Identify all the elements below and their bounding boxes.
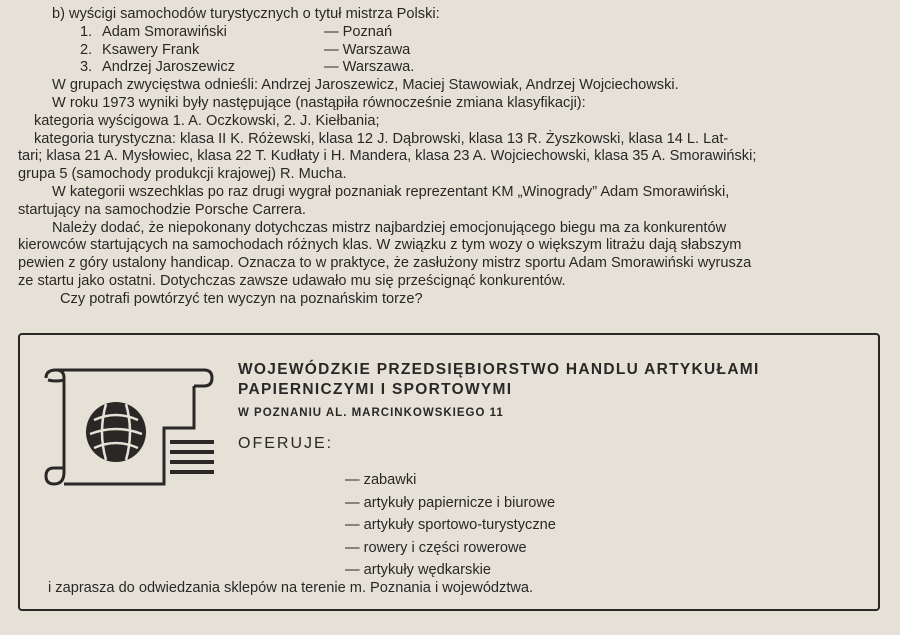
winner-city: — Warszawa.: [324, 59, 415, 76]
paragraph-line: kategoria wyścigowa 1. A. Oczkowski, 2. J. Kiełbania;: [34, 112, 380, 129]
paragraph-line: kategoria turystyczna: klasa II K. Różewski, klasa 12 J. Dąbrowski, klasa 13 R. Żyszkowski, klasa 14 L. Lat-: [34, 130, 729, 147]
article-heading: b) wyścigi samochodów turystycznych o tytuł mistrza Polski:: [52, 6, 440, 22]
winner-rank: 1.: [80, 23, 93, 40]
paragraph-line: W grupach zwycięstwa odnieśli: Andrzej Jaroszewicz, Maciej Stawowiak, Andrzej Wojciechowski.: [52, 77, 679, 94]
paragraph-line: pewien z góry ustalony handicap. Oznacza to w praktyce, że zasłużony mistrz sportu Adam Smorawiński wyrusza: [18, 255, 752, 272]
winner-row: [18, 59, 880, 77]
paragraph-line: grupa 5 (samochody produkcji krajowej) R. Mucha.: [18, 166, 347, 183]
winner-name: Adam Smorawiński: [102, 23, 227, 40]
winner-city: — Warszawa: [324, 41, 411, 58]
company-name-line-1: WOJEWÓDZKIE PRZEDSIĘBIORSTWO HANDLU ARTYKUŁAMI: [238, 361, 760, 378]
offer-list: [345, 469, 556, 582]
advertisement-footer: i zaprasza do odwiedzania sklepów na terenie m. Poznania i województwa.: [48, 580, 534, 596]
offer-item: — artykuły sportowo-turystyczne: [345, 517, 556, 534]
article-text: [18, 6, 880, 309]
paragraph-line: kierowców startujących na samochodach różnych klas. W związku z tym wozy o większym litrażu dają słabszym: [18, 237, 742, 254]
paragraph-line: startujący na samochodzie Porsche Carrera.: [18, 201, 306, 218]
offer-item: — rowery i części rowerowe: [345, 539, 527, 556]
advertisement-header: [238, 360, 858, 453]
paragraph-line: W kategorii wszechklas po raz drugi wygrał poznaniak reprezentant KM „Winogrady” Adam Smorawiński,: [52, 183, 730, 200]
company-address: W POZNANIU AL. MARCINKOWSKIEGO 11: [238, 407, 504, 419]
paragraph-line: ze startu jako ostatni. Dotychczas zawsze udawało mu się prześcignąć konkurentów.: [18, 272, 566, 289]
winner-city: — Poznań: [324, 23, 393, 40]
paragraph-line: Należy dodać, że niepokonany dotychczas mistrz najbardziej emocjonującego biegu ma za konkurentów: [52, 219, 727, 236]
offer-item: — artykuły papiernicze i biurowe: [345, 494, 556, 511]
offer-label: OFERUJE:: [238, 435, 334, 452]
paragraph-line: W roku 1973 wyniki były następujące (nastąpiła równocześnie zmiana klasyfikacji):: [52, 94, 586, 111]
company-name-line-2: PAPIERNICZYMI I SPORTOWYMI: [238, 381, 513, 398]
paragraph-line: Czy potrafi powtórzyć ten wyczyn na poznańskim torze?: [60, 290, 423, 307]
winner-name: Ksawery Frank: [102, 41, 200, 58]
winner-name: Andrzej Jaroszewicz: [102, 59, 236, 76]
offer-item: — zabawki: [345, 472, 417, 488]
offer-item: — artykuły wędkarskie: [345, 562, 491, 579]
winner-rank: 3.: [80, 59, 93, 76]
scroll-ball-logo-icon: [44, 368, 214, 488]
paragraph-line: tari; klasa 21 A. Mysłowiec, klasa 22 T. Kudłaty i H. Mandera, klasa 23 A. Wojciechowski, klasa 35 A. Smorawiński;: [18, 148, 757, 165]
winner-rank: 2.: [80, 41, 93, 58]
winner-row: [18, 42, 880, 60]
winner-row: [18, 24, 880, 42]
